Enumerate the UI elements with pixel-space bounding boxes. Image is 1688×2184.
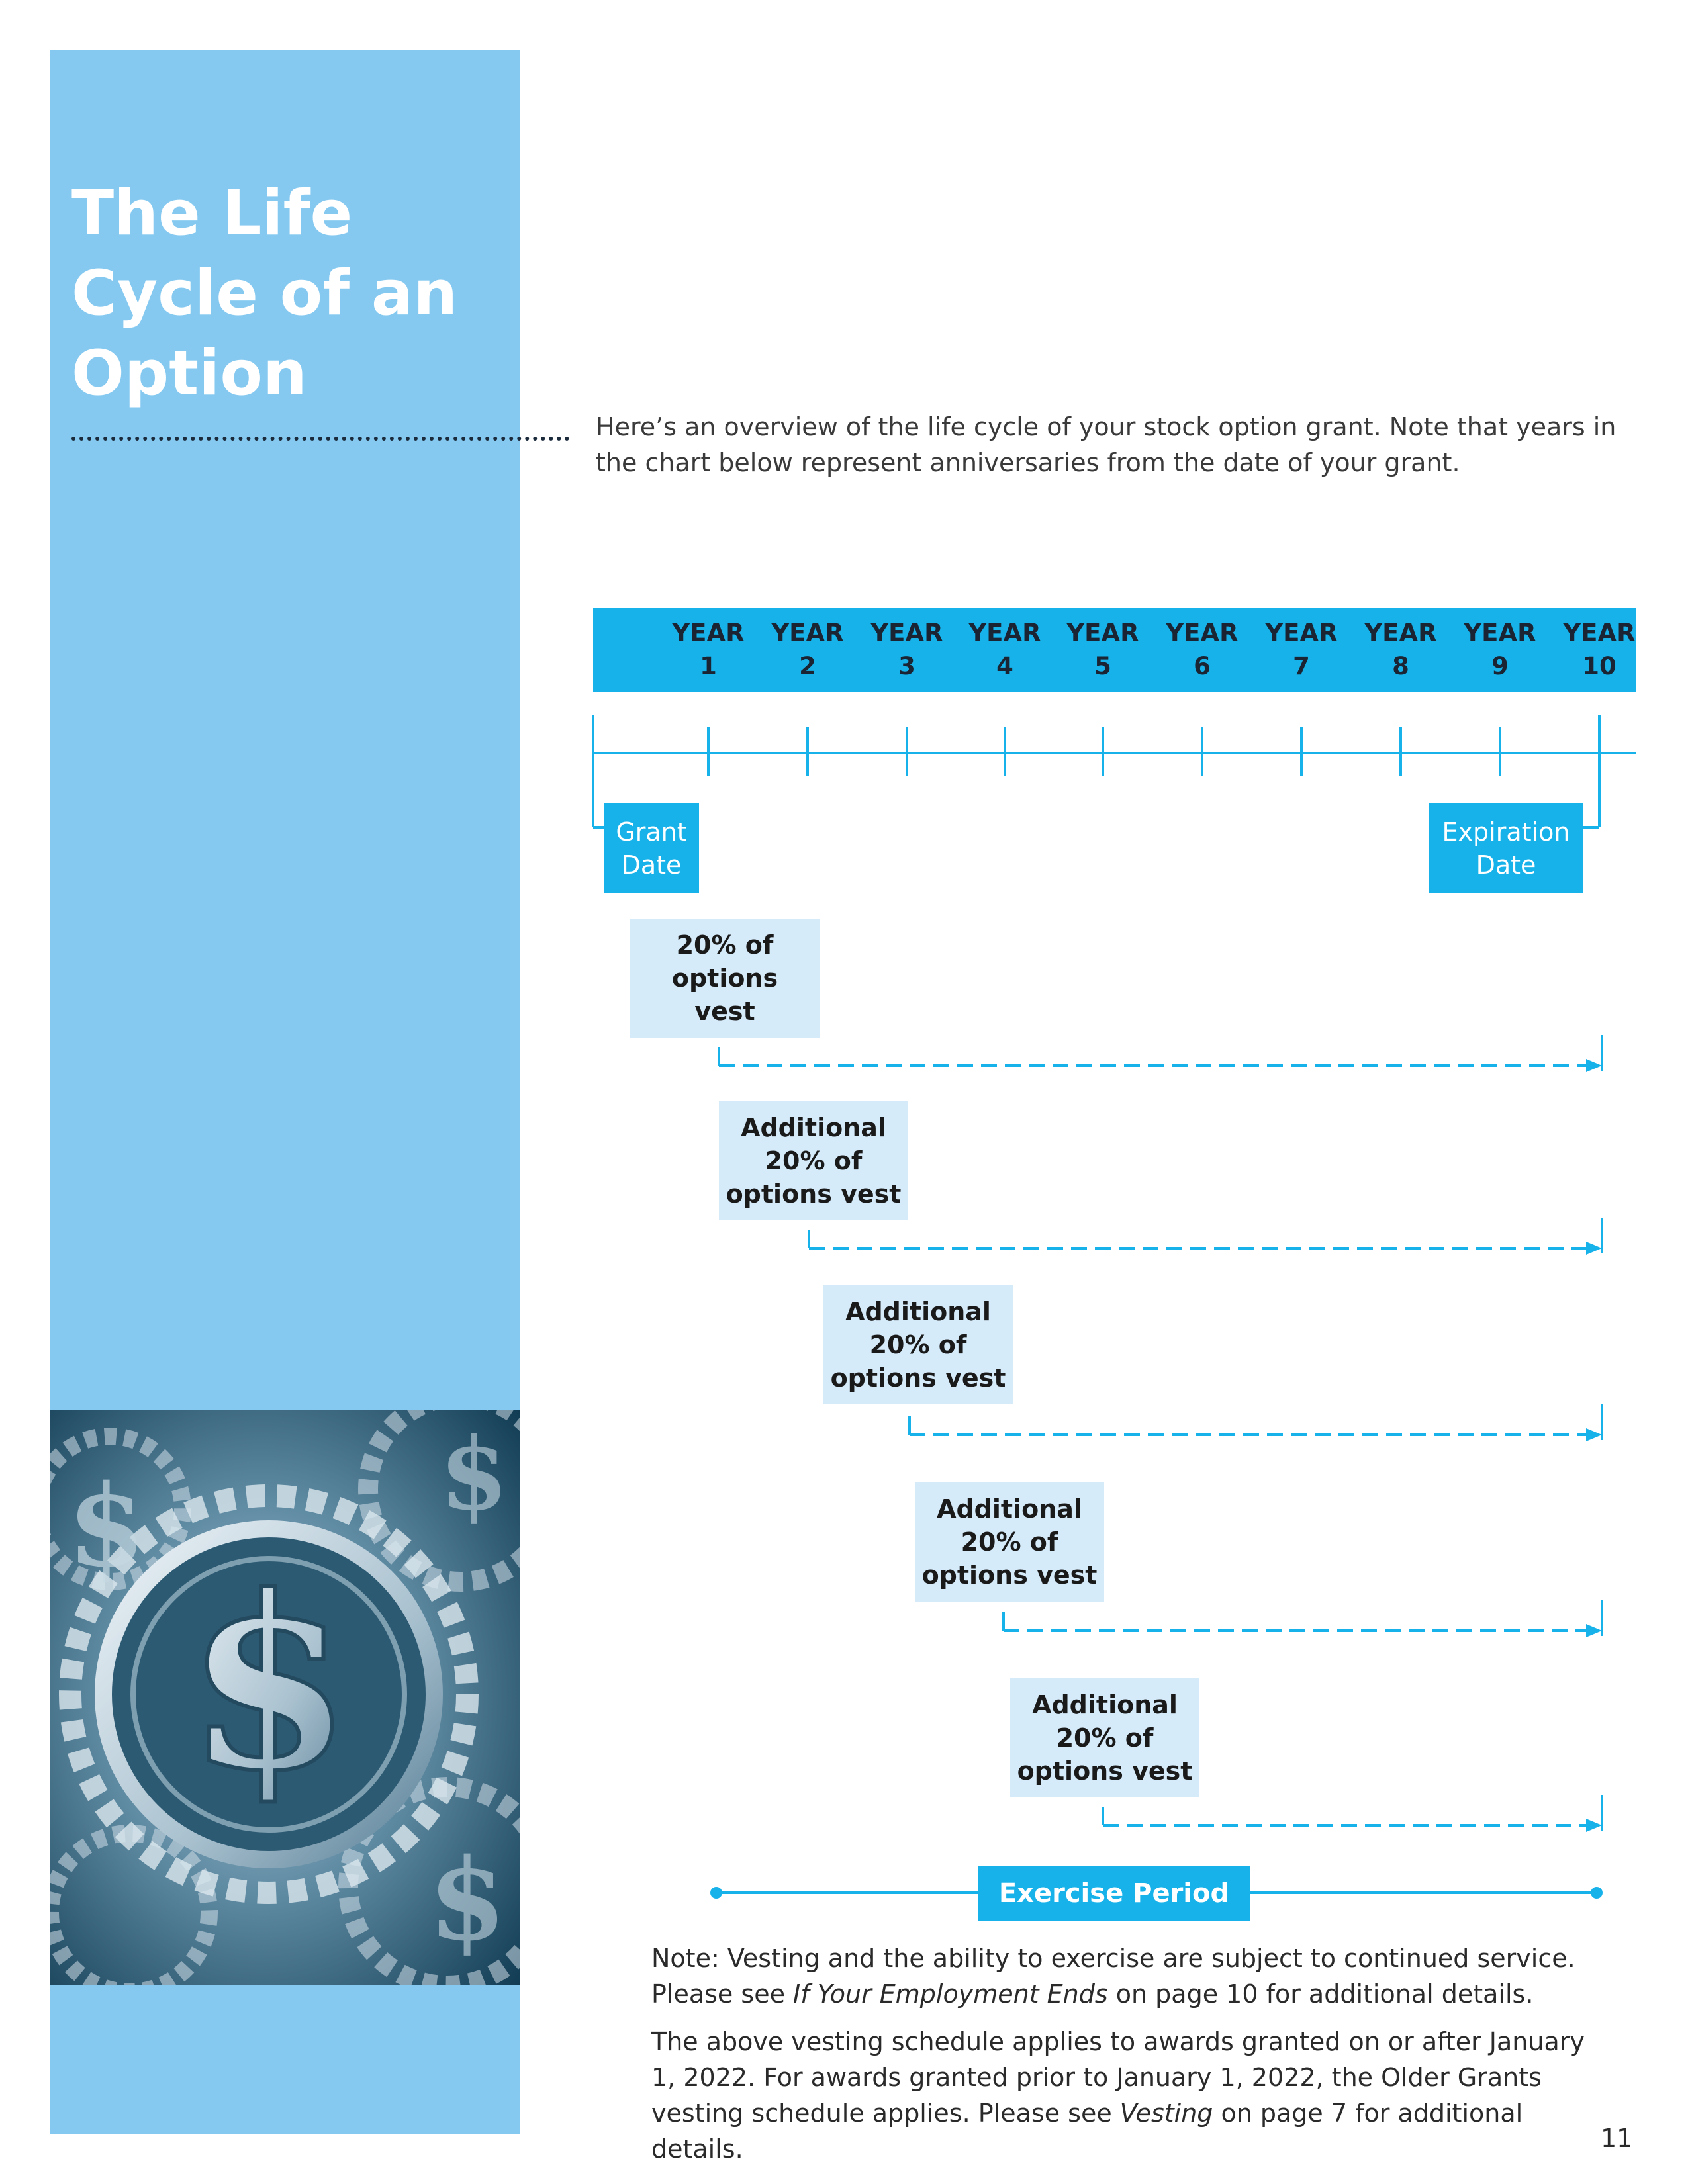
vesting-box-5: Additional 20% of options vest: [1010, 1678, 1199, 1797]
vesting-box-2: Additional 20% of options vest: [719, 1101, 908, 1220]
vesting-box-3: Additional 20% of options vest: [823, 1285, 1013, 1404]
vesting-arrowhead-3: [1586, 1428, 1602, 1441]
year-label-9: YEAR 9: [1464, 619, 1536, 680]
exercise-period-label: Exercise Period: [978, 1866, 1250, 1921]
intro-text: Here’s an overview of the life cycle of your stock option grant. Note that years in the chart below represent anniversaries from the date of your grant.: [596, 412, 1617, 477]
note-vesting-schedule: The above vesting schedule applies to awards granted on or after January 1, 2022. For awards granted prior to January 1, 2022, the Older Grants vesting schedule applies. Please see Vesting on page 7 for additional details.: [651, 2027, 1585, 2163]
year-label-7: YEAR 7: [1265, 619, 1338, 680]
note-continued-service: Note: Vesting and the ability to exercise are subject to continued service. Please see If Your Employment Ends on page 10 for additional details.: [651, 1944, 1575, 2009]
exercise-start-dot: [710, 1887, 722, 1899]
year-label-5: YEAR 5: [1066, 619, 1139, 680]
notes: [651, 1940, 1611, 2179]
year-label-1: YEAR 1: [672, 619, 745, 680]
year-label-10: YEAR 10: [1563, 619, 1636, 680]
page-title: The Life Cycle of an Option: [71, 177, 458, 410]
grant-date-box: Grant Date: [604, 803, 699, 893]
page-number: 11: [1601, 2124, 1633, 2153]
vesting-reference: Vesting: [1119, 2099, 1213, 2128]
vesting-arrowhead-2: [1586, 1242, 1602, 1255]
employment-ends-reference: If Your Employment Ends: [793, 1979, 1108, 2009]
vesting-arrowhead-5: [1586, 1819, 1602, 1832]
year-label-3: YEAR 3: [870, 619, 943, 680]
svg-text:$: $: [439, 1416, 509, 1533]
vesting-arrowhead-4: [1586, 1624, 1602, 1637]
year-label-8: YEAR 8: [1364, 619, 1437, 680]
svg-text:$: $: [428, 1834, 507, 1966]
svg-text:$: $: [185, 1543, 352, 1823]
year-label-6: YEAR 6: [1166, 619, 1239, 680]
year-label-2: YEAR 2: [771, 619, 844, 680]
exercise-end-dot: [1591, 1887, 1603, 1899]
vesting-box-1: 20% of options vest: [630, 919, 820, 1038]
year-label-4: YEAR 4: [968, 619, 1041, 680]
expiration-date-box: Expiration Date: [1429, 803, 1583, 893]
vesting-box-4: Additional 20% of options vest: [915, 1482, 1104, 1602]
vesting-arrowhead-1: [1586, 1059, 1602, 1072]
svg-text:$: $: [67, 1460, 146, 1592]
